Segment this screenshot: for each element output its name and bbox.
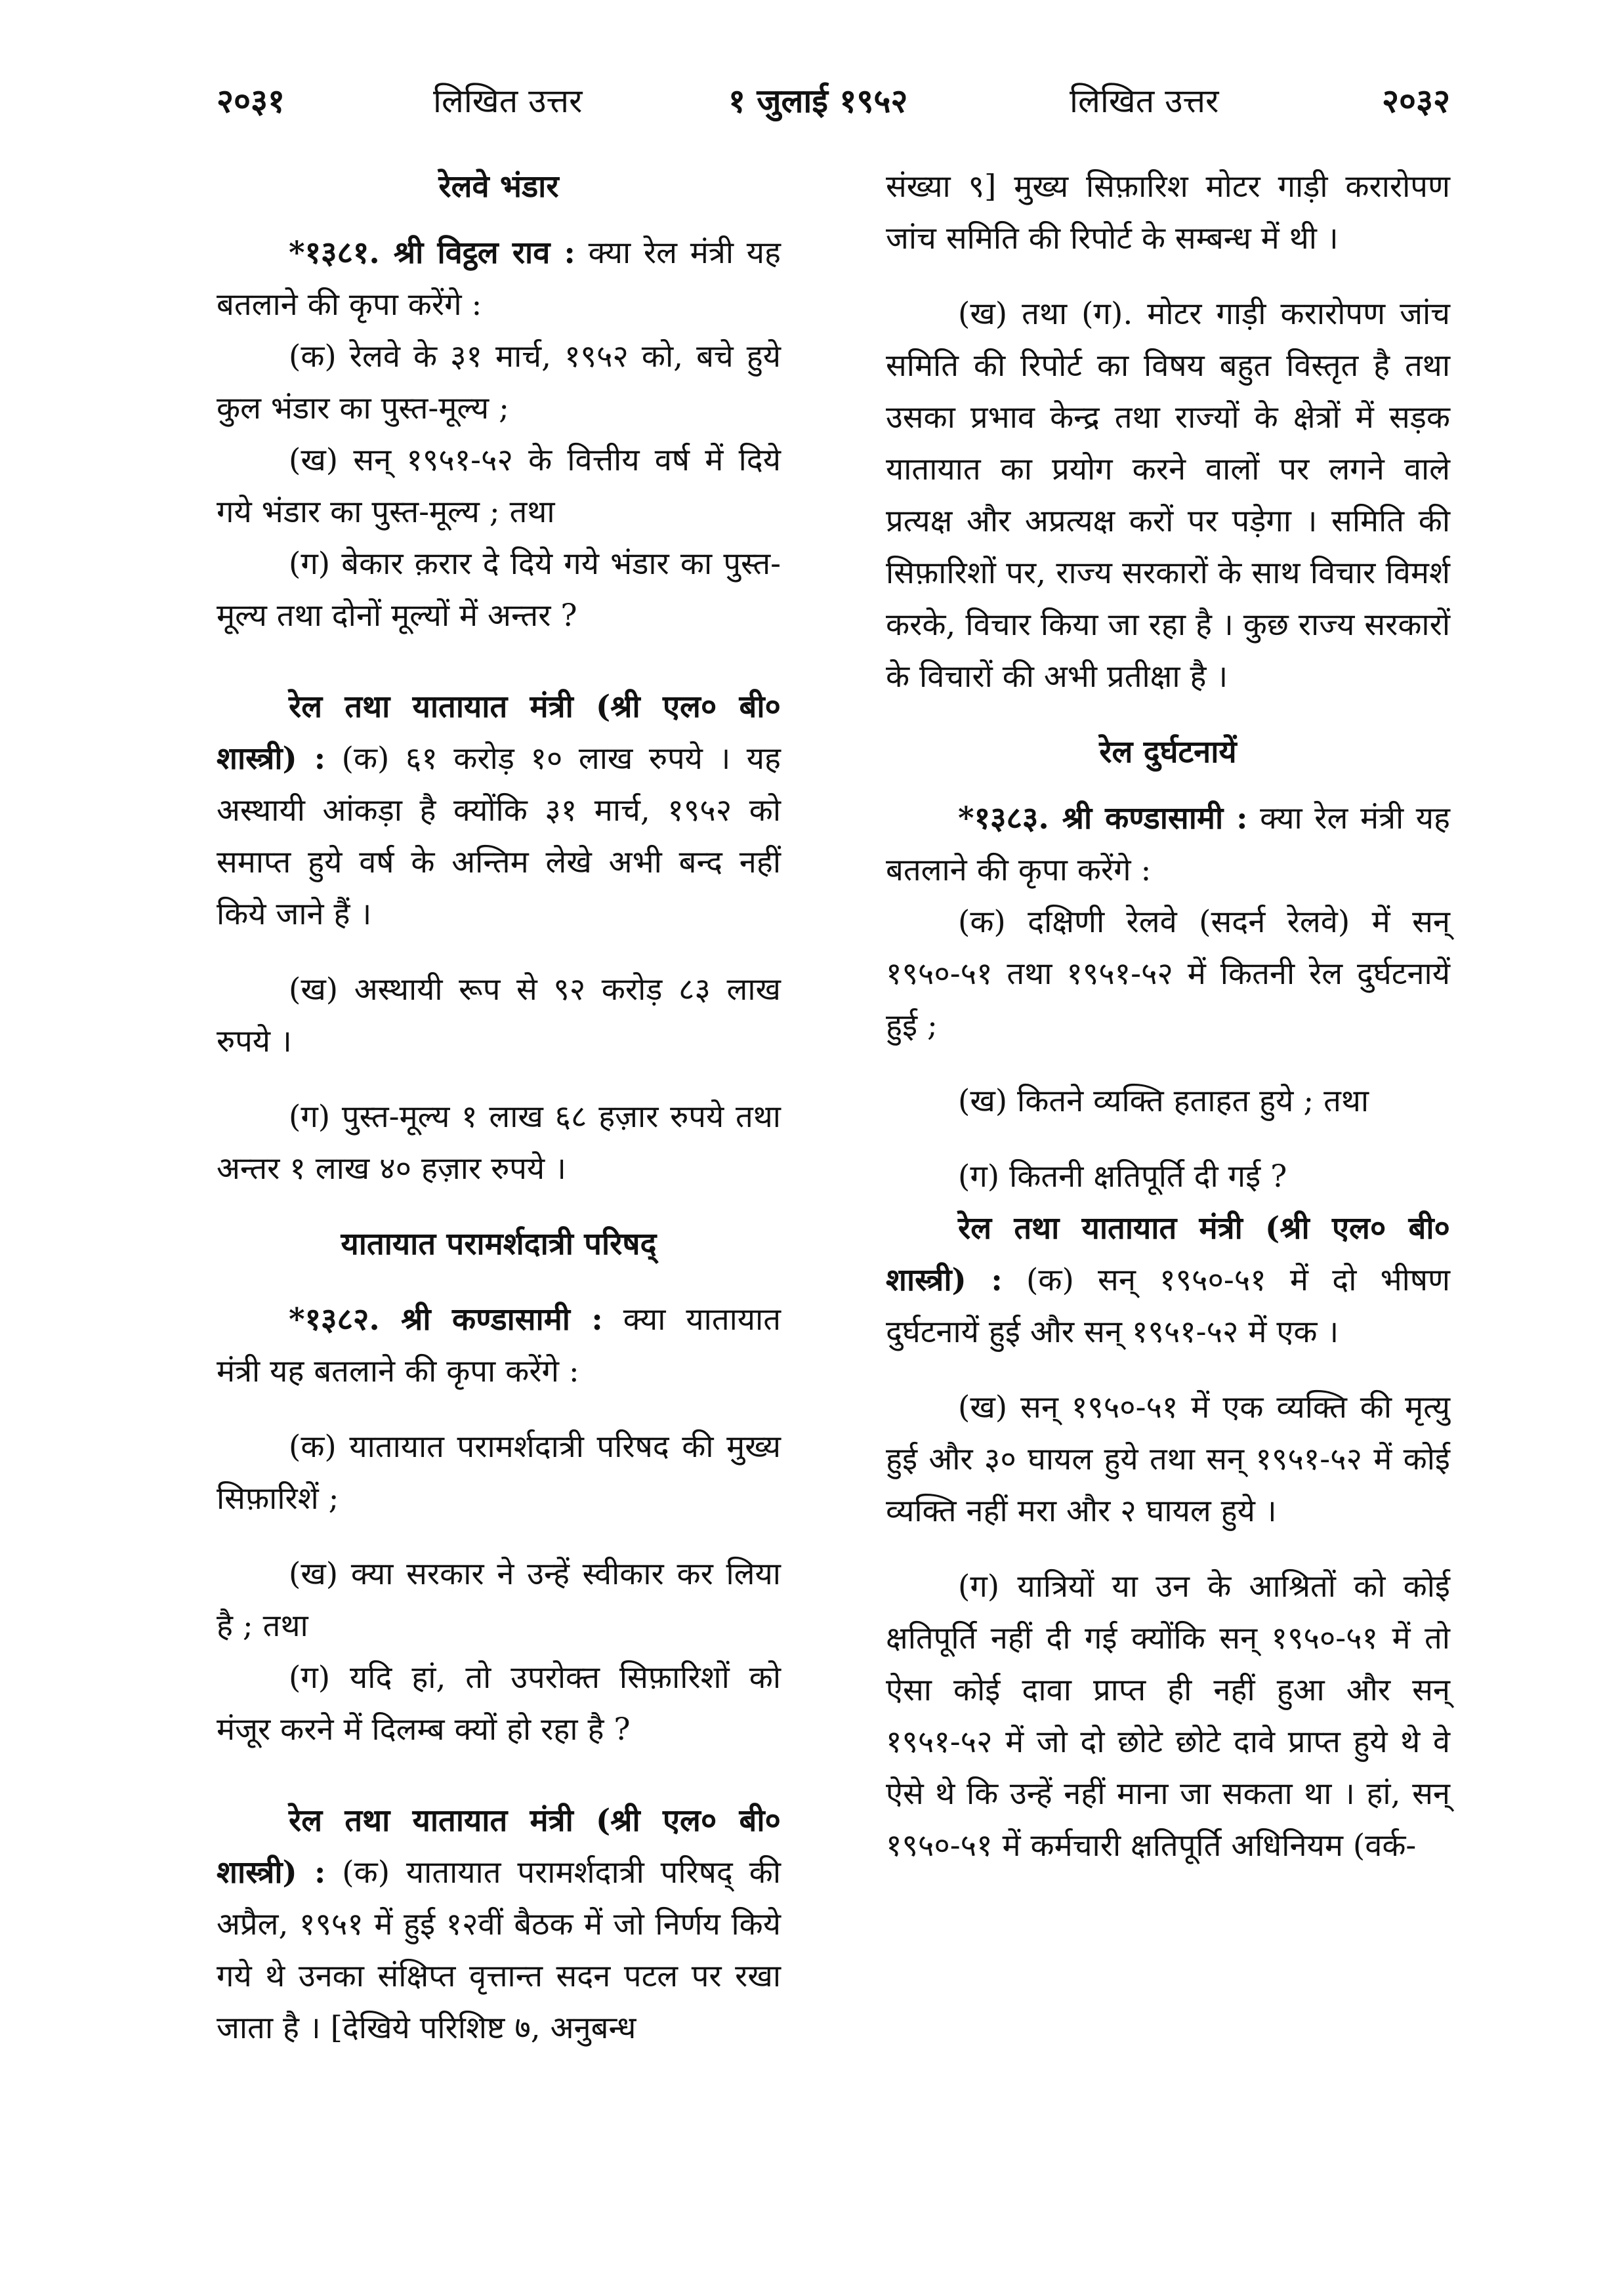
question-1381-part-b: (ख) सन् १९५१-५२ के वित्तीय वर्ष में दिये गये भंडार का पुस्त-मूल्य ; तथा <box>217 442 781 530</box>
question-1382-intro-text: क्या यातायात मंत्री यह बतलाने की कृपा करेंगे : <box>217 1302 781 1389</box>
question-1381-part-c: (ग) बेकार क़रार दे दिये गये भंडार का पुस्त-मूल्य तथा दोनों मूल्यों में अन्तर ? <box>217 546 781 634</box>
answer-1382-a-text: (क) यातायात परामर्शदात्री परिषद् की अप्रैल, १९५१ में हुई १२वीं बैठक में जो निर्णय किये गये थे उनका संक्षिप्त वृत्तान्त सदन पटल पर रखा जाता है । [देखिये परिशिष्ट ७, अनुबन्ध <box>217 1855 781 2046</box>
section-heading-railway-stores: रेलवे भंडार <box>438 169 559 205</box>
question-1381-intro-text: क्या रेल मंत्री यह बतलाने की कृपा करेंगे : <box>217 235 781 323</box>
question-1381-intro <box>217 227 781 331</box>
question-1383-part-a: (क) दक्षिणी रेलवे (सदर्न रेलवे) में सन् १९५०-५१ तथा १९५१-५२ में कितनी रेल दुर्घटनायें हुई ; <box>886 904 1450 1044</box>
page-header <box>217 77 1450 123</box>
question-1382-asker: *१३८२. श्री कण्डासामी : <box>289 1302 603 1338</box>
answer-1381-a-text: (क) ६१ करोड़ १० लाख रुपये । यह अस्थायी आंकड़ा है क्योंकि ३१ मार्च, १९५२ को समाप्त हुये वर्ष के अन्तिम लेखे अभी बन्द नहीं किये जाने हैं । <box>217 741 781 932</box>
right-column <box>886 161 1450 1872</box>
answer-1381-b: (ख) अस्थायी रूप से ९२ करोड़ ८३ लाख रुपये । <box>217 972 781 1059</box>
section-heading-rail-accidents: रेल दुर्घटनायें <box>1099 734 1237 770</box>
answer-1382-minister: रेल तथा यातायात मंत्री (श्री एल० बी० शास्त्री) : <box>217 1803 781 1891</box>
question-1382-part-c: (ग) यदि हां, तो उपरोक्त सिफ़ारिशों को मंजूर करने में दिलम्ब क्यों हो रहा है ? <box>217 1660 781 1748</box>
question-1382-part-a: (क) यातायात परामर्शदात्री परिषद की मुख्य सिफ़ारिशें ; <box>217 1429 781 1517</box>
running-title-right: लिखित उत्तर <box>1070 82 1219 120</box>
answer-1381-a <box>217 681 781 940</box>
question-1383-part-b: (ख) कितने व्यक्ति हताहत हुये ; तथा <box>958 1083 1369 1119</box>
answer-1383-b: (ख) सन् १९५०-५१ में एक व्यक्ति की मृत्यु हुई और ३० घायल हुये तथा सन् १९५१-५२ में कोई व्यक्ति नहीं मरा और २ घायल हुये । <box>886 1389 1450 1529</box>
running-title-left: लिखित उत्तर <box>433 82 583 120</box>
left-column <box>217 161 781 2054</box>
answer-1382-b-c: (ख) तथा (ग). मोटर गाड़ी करारोपण जांच समिति की रिपोर्ट का विषय बहुत विस्तृत है तथा उसका प्रभाव केन्द्र तथा राज्यों के क्षेत्रों में सड़क यातायात का प्रयोग करने वालों पर लगने वाले प्रत्यक्ष और अप्रत्यक्ष करों पर पड़ेगा । समिति की सिफ़ारिशों पर, राज्य सरकारों के साथ विचार विमर्श करके, विचार किया जा रहा है । कुछ राज्य सरकारों के विचारों की अभी प्रतीक्षा है । <box>886 296 1450 695</box>
answer-1381-minister: रेल तथा यातायात मंत्री (श्री एल० बी० शास्त्री) : <box>217 689 781 777</box>
question-1383-intro-text: क्या रेल मंत्री यह बतलाने की कृपा करेंगे : <box>886 800 1450 888</box>
page-number-left: २०३१ <box>217 81 285 120</box>
answer-1381-c: (ग) पुस्त-मूल्य १ लाख ६८ हज़ार रुपये तथा अन्तर १ लाख ४० हज़ार रुपये । <box>217 1099 781 1187</box>
header-date: १ जुलाई १९५२ <box>728 81 908 120</box>
question-1383-asker: *१३८३. श्री कण्डासामी : <box>958 800 1248 836</box>
answer-1382-continuation: संख्या ९] मुख्य सिफ़ारिश मोटर गाड़ी करारोपण जांच समिति की रिपोर्ट के सम्बन्ध में थी । <box>886 169 1450 256</box>
question-1381-part-a: (क) रेलवे के ३१ मार्च, १९५२ को, बचे हुये कुल भंडार का पुस्त-मूल्य ; <box>217 338 781 426</box>
page-number-right: २०३२ <box>1382 81 1450 120</box>
answer-1383-minister: रेल तथा यातायात मंत्री (श्री एल० बी० शास्त्री) : <box>886 1210 1450 1298</box>
answer-1383-c: (ग) यात्रियों या उन के आश्रितों को कोई क्षतिपूर्ति नहीं दी गई क्योंकि सन् १९५०-५१ में तो ऐसा कोई दावा प्राप्त ही नहीं हुआ और सन् १९५१-५२ में जो दो छोटे छोटे दावे प्राप्त हुये थे वे ऐसे थे कि उन्हें नहीं माना जा सकता था । हां, सन् १९५०-५१ में कर्मचारी क्षतिपूर्ति अधिनियम (वर्क- <box>886 1568 1450 1864</box>
question-1382-part-b: (ख) क्या सरकार ने उन्हें स्वीकार कर लिया है ; तथा <box>217 1556 781 1644</box>
answer-1382-a <box>217 1795 781 2054</box>
section-heading-transport-council: यातायात परामर्शदात्री परिषद् <box>341 1226 657 1262</box>
answer-1383-a-text: (क) सन् १९५०-५१ में दो भीषण दुर्घटनायें हुई और सन् १९५१-५२ में एक । <box>886 1262 1451 1350</box>
question-1383-intro <box>886 792 1450 896</box>
question-1381-asker: *१३८१. श्री विट्ठल राव : <box>289 235 575 271</box>
answer-1383-a <box>886 1202 1450 1358</box>
question-1382-intro <box>217 1294 781 1397</box>
question-1383-part-c: (ग) कितनी क्षतिपूर्ति दी गई ? <box>958 1158 1287 1195</box>
